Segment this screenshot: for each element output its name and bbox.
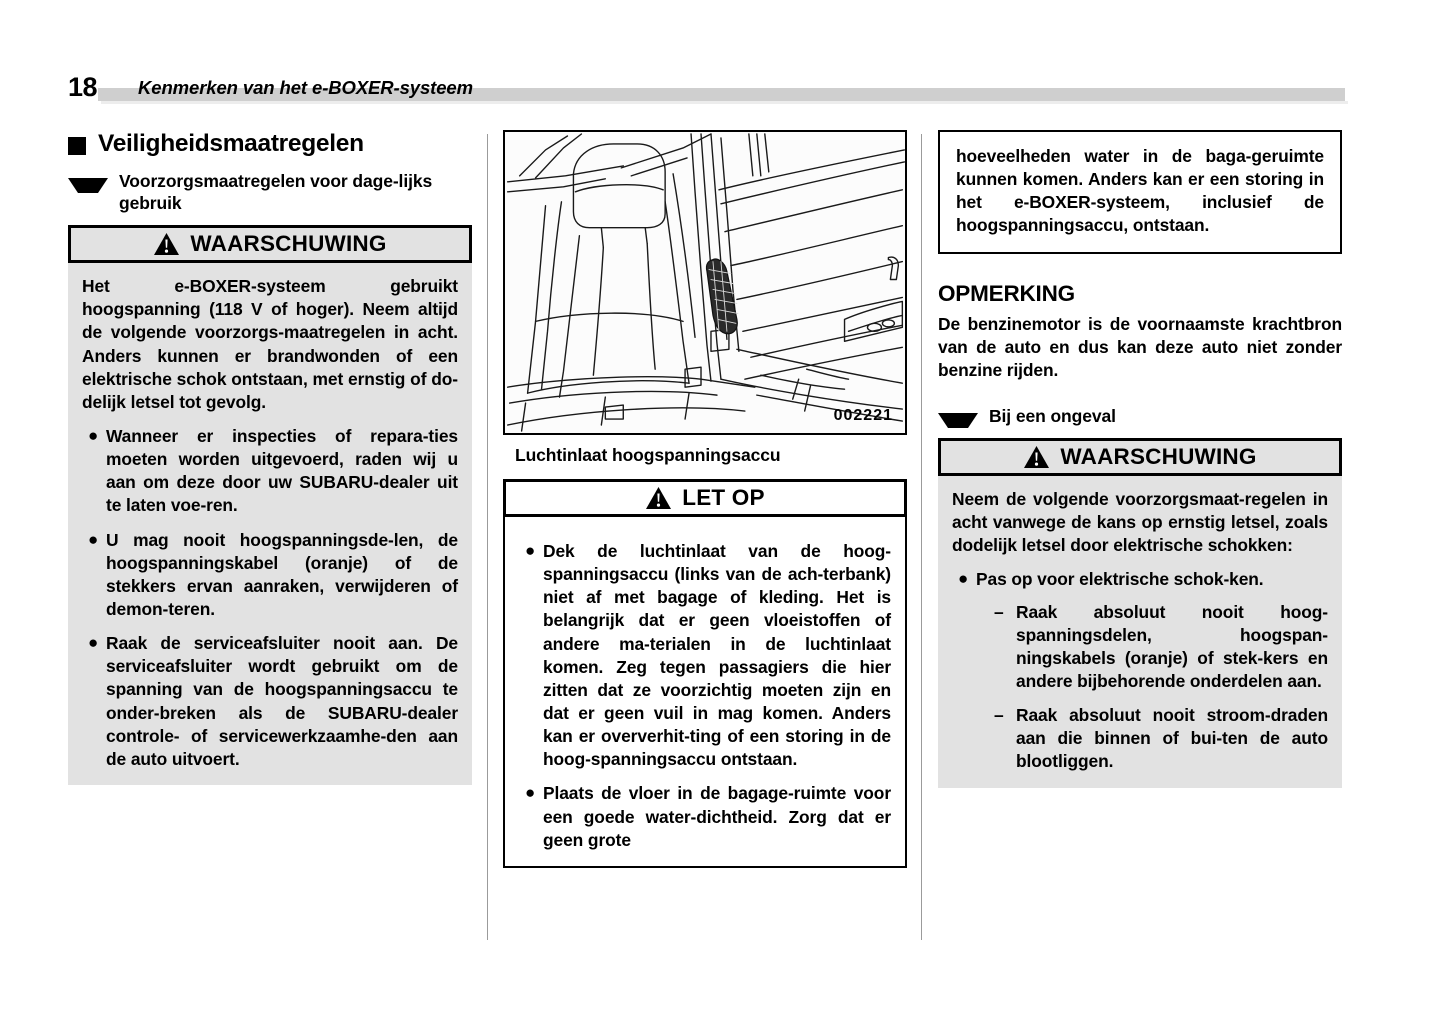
warning-box-1-body xyxy=(68,263,472,785)
column-2 xyxy=(503,130,907,868)
caution-box-header xyxy=(503,479,907,517)
sub-list-item xyxy=(990,601,1328,694)
warning-box-1-label: WAARSCHUWING xyxy=(190,230,387,256)
subheading-daily-precautions xyxy=(68,171,472,215)
square-marker-icon xyxy=(68,137,86,155)
list-item xyxy=(82,529,458,622)
caution-box xyxy=(503,479,907,868)
warning-box-2 xyxy=(938,438,1342,788)
bullet-icon: ● xyxy=(88,633,99,653)
bullet-icon: ● xyxy=(88,529,99,549)
warning-box-2-header xyxy=(938,438,1342,476)
figure-air-inlet xyxy=(503,130,907,435)
list-item-text: Wanneer er inspecties of repara-ties moeten worden uitgevoerd, raden wij u aan om deze door uw SUBARU-dealer uit te laten voe-ren. xyxy=(106,426,458,516)
triangle-marker-icon xyxy=(68,178,108,193)
warning-box-1-intro: Het e-BOXER-systeem gebruikt hoogspanning (118 V of hoger). Neem altijd de volgende voorzorgs-maatregelen in acht. Anders kunnen er brandwonden of een elektrische schok ontstaan, met ernstig of do-delijk letsel tot gevolg. xyxy=(82,276,458,412)
warning-triangle-icon xyxy=(1023,445,1050,469)
warning-box-1 xyxy=(68,225,472,785)
list-item xyxy=(519,782,891,851)
bullet-icon: ● xyxy=(88,426,99,446)
caution-continuation-text: hoeveelheden water in de baga-geruimte kunnen komen. Anders kan er een storing in het e-BOXER-systeem, inclusief de hoogspanningsaccu, ontstaan. xyxy=(956,146,1324,236)
header-bar-shadow xyxy=(101,101,1348,104)
caution-continuation-box xyxy=(938,130,1342,254)
list-item xyxy=(952,568,1328,773)
subheading-label: Bij een ongeval xyxy=(989,405,1116,426)
caution-box-body xyxy=(503,517,907,868)
list-item-text: U mag nooit hoogspanningsde-len, de hoogspanningskabel (oranje) of de stekkers ervan aanraken, verwijderen of demon-teren. xyxy=(106,529,458,620)
section-heading-safety xyxy=(68,130,472,157)
warning-box-2-sublist xyxy=(976,601,1328,774)
sub-list-item-text: Raak absoluut nooit hoog-spanningsdelen, hoogspan-ningskabels (oranje) of stek-kers en andere bijbehorende onderdelen aan. xyxy=(1016,601,1328,691)
list-item xyxy=(82,632,458,771)
page-header xyxy=(0,0,1445,118)
list-item-text: Raak de serviceafsluiter nooit aan. De serviceafsluiter wordt gebruikt om de spanning van de hoogspanningsaccu te onder-breken als de SUBARU-dealer controle- of servicewerkzaamhe-den aan de auto uitvoert. xyxy=(106,633,458,769)
column-divider-left xyxy=(487,134,488,940)
page-title: Kenmerken van het e-BOXER-systeem xyxy=(138,77,473,98)
caution-box-label: LET OP xyxy=(682,484,765,510)
bullet-icon: ● xyxy=(525,783,536,803)
car-rear-seat-illustration xyxy=(505,132,905,433)
figure-caption: Luchtinlaat hoogspanningsaccu xyxy=(515,445,781,465)
warning-box-2-intro: Neem de volgende voorzorgsmaat-regelen in acht vanwege de kans op ernstig letsel, zoals dodelijk letsel door elektrische schokken: xyxy=(952,488,1328,556)
list-item-text: Plaats de vloer in de bagage-ruimte voor een goede water-dichtheid. Zorg dat er geen grote xyxy=(543,783,891,850)
subheading-accident xyxy=(938,406,1342,428)
caution-box-list xyxy=(519,540,891,852)
list-item xyxy=(82,425,458,518)
note-body: De benzinemotor is de voornaamste krachtbron van de auto en dus kan deze auto niet zonder benzine rijden. xyxy=(938,313,1342,380)
warning-triangle-icon xyxy=(153,232,180,256)
note-title: OPMERKING xyxy=(938,280,1075,306)
bullet-icon: ● xyxy=(525,541,536,560)
warning-box-1-list xyxy=(82,425,458,771)
dash-icon: – xyxy=(994,601,1004,622)
warning-box-1-header xyxy=(68,225,472,263)
column-divider-right xyxy=(921,134,922,940)
warning-box-2-list xyxy=(952,568,1328,773)
warning-box-2-label: WAARSCHUWING xyxy=(1060,443,1257,469)
warning-triangle-icon xyxy=(645,486,672,510)
page-number: 18 xyxy=(68,72,98,102)
section-heading-label: Veiligheidsmaatregelen xyxy=(98,130,364,157)
warning-box-2-body xyxy=(938,476,1342,788)
dash-icon: – xyxy=(994,705,1004,726)
sub-list-item-text: Raak absoluut nooit stroom-draden aan die binnen of bui-ten de auto blootliggen. xyxy=(1016,705,1328,772)
list-item xyxy=(519,540,891,771)
list-item-text: Pas op voor elektrische schok-ken. xyxy=(976,569,1264,590)
subheading-label: Voorzorgsmaatregelen voor dage-lijks gebruik xyxy=(119,171,433,214)
column-1 xyxy=(68,130,472,785)
figure-id-code: 002221 xyxy=(833,407,893,424)
triangle-marker-icon xyxy=(938,413,978,428)
sub-list-item xyxy=(990,704,1328,773)
list-item-text: Dek de luchtinlaat van de hoog-spanningsaccu (links van de ach-terbank) niet af met bagage of kleding. Het is belangrijk dat er geen vloeistoffen of andere ma-terialen in de luchtinlaat komen. Zeg tegen passagiers die hier zitten dat ze voorzichtig moeten zijn en dat er geen vuil in mag komen. Anders kan er oververhit-ting of een storing in de hoog-spanningsaccu ontstaan. xyxy=(543,541,891,770)
bullet-icon: ● xyxy=(958,569,969,589)
column-3 xyxy=(938,130,1342,788)
